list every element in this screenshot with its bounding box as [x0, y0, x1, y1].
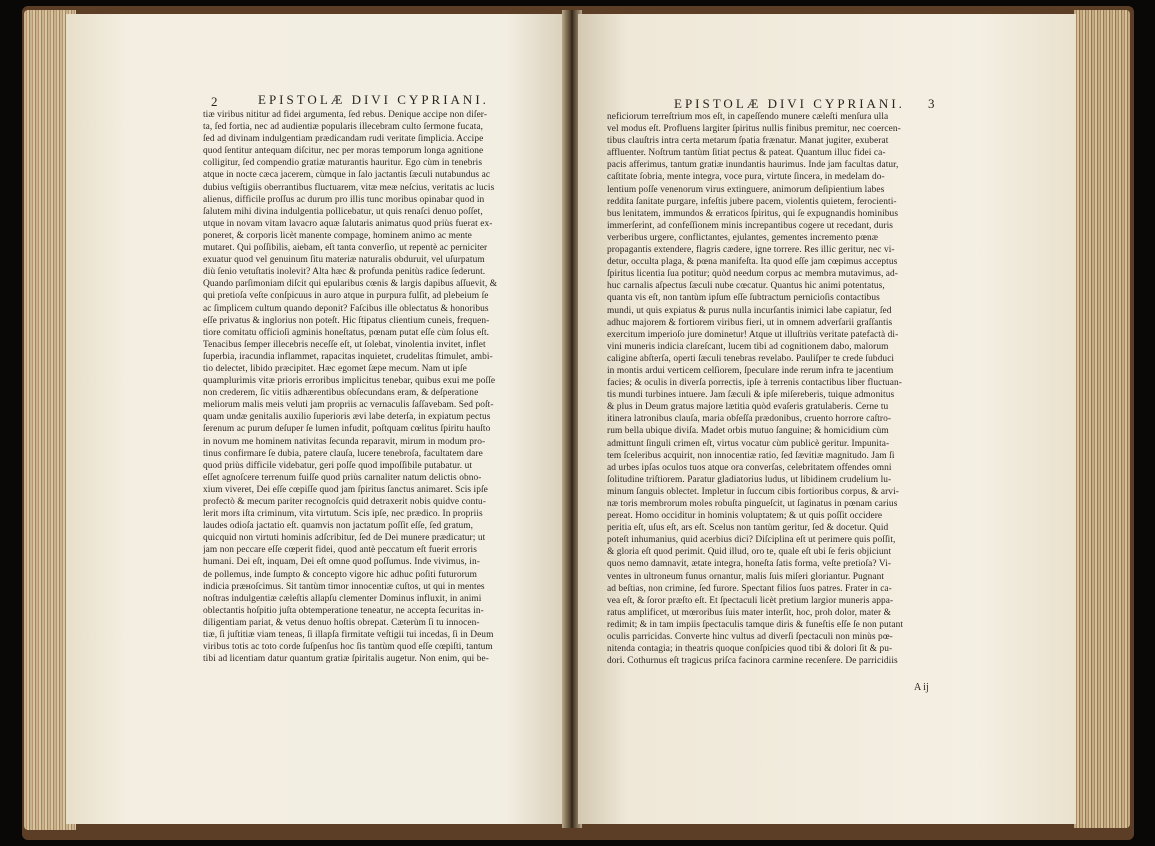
text-line: ratus amplificet, ut mœroribus ſuis mater interſit, hoc, proh dolor, mater & — [607, 607, 892, 618]
text-line: tinus confirmare ſe dubia, patere clauſa, lucere tenebroſa, facultatem dare — [203, 448, 483, 459]
text-line: quicquid non virtuti hominis adſcribitur, ſed de Dei munere prædicatur; ut — [203, 533, 486, 544]
text-line: humani. Dei eſt, inquam, Dei eſt omne quod poſſumus. Inde vivimus, in- — [203, 557, 480, 568]
signature-mark: A ij — [914, 682, 929, 693]
left-page — [66, 14, 566, 824]
text-line: immerſerint, ad confeſſionem minis increpantibus cogere ut recedant, duris — [607, 220, 894, 231]
right-folio: 3 — [928, 96, 935, 111]
text-line: ta, ſed fortia, nec ad audientiæ popularis illecebram culto ſermone fucata, — [203, 122, 484, 133]
text-line: ſerenum ac purum deſuper ſe lumen infudit, poſtquam cœlitus ſpiritu hauſto — [203, 424, 491, 435]
text-line: poneret, & corporis licèt manente compage, hominem animo ac mente — [203, 230, 472, 241]
text-line: & gloria eſt quod perimit. Quid illud, oro te, quale eſt ubi ſe feris objiciunt — [607, 547, 892, 558]
text-line: neficiorum terreſtrium mos eſt, in capeſſendo munere cæleſti menſura ulla — [607, 112, 889, 122]
text-line: quamplurimis vitæ prioris erroribus implicitus tenebar, quibus exui me poſſe — [203, 376, 496, 387]
text-line: detur, occulta plaga, & pœna manifeſta. Ita quod eſſe jam cœpimus acceptus — [607, 257, 898, 268]
text-line: vea eſt, & ſoror præſto eſt. Et ſpectaculi licèt pretium largior muneris appa- — [607, 595, 894, 606]
text-line: meliorum malis meis veluti jam propriis ac vernaculis ſaſſavebam. Sed poſt- — [203, 400, 494, 411]
text-line: mutaret. Qui poſſibilis, aiebam, eſt tanta converſio, ut repentè ac perniciter — [203, 243, 488, 254]
text-line: facies; & oculis in diverſa porrectis, ipſe à terrenis contactibus liber fluctuan- — [607, 378, 902, 389]
left-body-text — [203, 109, 549, 665]
text-line: tio delectet, libido præcipitet. Hæc egomet ſæpe mecum. Nam ut ipſe — [203, 363, 467, 374]
text-line: exuatur quod vel genuinum ſitu materiæ naturalis obduruit, vel uſurpatum — [203, 255, 485, 266]
text-line: in novum me hominem nativitas ſecunda reparavit, mirum in modum pro- — [203, 436, 486, 447]
text-line: lentium poſſe venenorum virus extinguere, animorum deſipientium labes — [607, 184, 885, 195]
text-line: peritia eſt, uſus eſt, ars eſt. Scelus non tantùm geritur, ſed & docetur. Quid — [607, 523, 889, 534]
text-line: ventes in ultroneum funus ornantur, malis ſuis miſeri gloriantur. Pugnant — [607, 571, 885, 582]
text-line: eſſe privatus & inglorius non poteſt. Hic ſtipatus clientium cuneis, frequen- — [203, 315, 490, 326]
text-line: atque in nocte cæca jacerem, cùmque in ſalo jactantis ſæculi nutabundus ac — [203, 170, 491, 181]
text-line: non crederem, ſic vitiis adhærentibus obſecundans eram, & deſperatione — [203, 388, 479, 399]
text-line: laudes odioſa jactatio eſt. quamvis non jactatum poſſit eſſe, ſed gratum, — [203, 521, 474, 532]
text-line: tem ſceleribus acquirit, non innocentiæ ratio, ſed ſævitiæ magnitudo. Jam ſi — [607, 450, 895, 461]
text-line: ac ſimplicem cultum quando deponit? Faſcibus ille oblectatus & honoribus — [203, 303, 489, 314]
text-line: ſed ad divinam indulgentiam prædicandam rudi veritate ſimplicia. Accipe — [203, 134, 484, 145]
text-line: xium viveret, Dei eſſe cœpiſſe quod jam ſpiritus ſanctus animaret. Scis ipſe — [203, 484, 488, 495]
text-line: oculis parricidas. Converte hinc vultus ad diverſi ſpectaculi non minùs pœ- — [607, 632, 893, 643]
text-line: dubius veſtigiis oberrantibus fluctuarem, vitæ meæ neſcius, veritatis ac lucis — [203, 182, 495, 193]
right-body-text — [607, 111, 950, 667]
text-line: tis mundi turbines intuere. Jam ſæculi & ipſe miſereberis, tuique admonitus — [607, 390, 895, 401]
text-line: tiæ, ſi juſtitiæ viam teneas, ſi illapſa firmitate veſtigii tui incedas, ſi in Deum — [203, 630, 494, 641]
text-line: oblectantis hoſpitio juſta obtemperatione teneatur, ne accepta ſecuritas in- — [203, 605, 484, 616]
text-line: dori. Cothurnus eſt tragicus priſca facinora carmine recenſere. De parricidiis — [607, 656, 898, 667]
text-line: de pollemus, inde ſumpto & concepto vigore hic adhuc poſiti futurorum — [203, 569, 477, 580]
text-line: ſpiritus licentia ſua potitur; quòd needum corpus ac membra mutavimus, ad- — [607, 269, 899, 280]
text-line: ad urbes ipſas oculos tuos atque ora converſas, celebritatem offendes omni — [607, 462, 892, 473]
text-line: viribus totis ac toto corde ſuſpenſus hoc ſis tantùm quod eſſe cœpiſti, tantum — [203, 642, 493, 653]
text-line: profectò & mecum pariter recognoſcis quid detraxerit nobis quidve contu- — [203, 497, 487, 507]
text-line: itinera latronibus clauſa, maria obſeſſa prædonibus, cruento horrore caſtro- — [607, 414, 892, 425]
text-line: affluenter. Noſtrum tantùm ſitiat pectus & pateat. Quantum illuc fidei ca- — [607, 148, 886, 159]
right-page-edges — [1074, 10, 1130, 828]
text-line: diligentiam pariat, & vetus denuo hoſtis obrepat. Cæterùm ſi tu innocen- — [203, 617, 480, 628]
text-line: pereat. Homo occiditur in hominis voluptatem; & ut quis poſſit occidere — [607, 511, 883, 522]
text-line: quanta vis eſt, non tantùm ipſum eſſe ſubtractum pernicioſis contactibus — [607, 293, 880, 304]
text-line: reddita ſanitate purgare, infeſtis jubere pacem, violentis quietem, ferocienti- — [607, 196, 897, 207]
text-line: redimit; & in tam impiis ſpectaculis tamque diris & funeſtis eſſe ſe non putant — [607, 619, 904, 630]
text-line: in montis ardui verticem celſiorem, ſpeculare inde rerum infra te jacentium — [607, 365, 894, 376]
text-line: caligine abſterſa, operti ſæculi tenebras revelabo. Pauliſper te crede ſubduci — [607, 353, 895, 364]
text-line: diù ſenio vetuſtatis inolevit? Alta hæc & profunda penitùs radice ſederunt. — [203, 267, 486, 278]
text-line: tiæ viribus nititur ad fidei argumenta, ſed rebus. Denique accipe non diſer- — [203, 110, 488, 120]
text-line: pacis afferimus, tantum gratiæ inundantis haurimus. Inde jam facultas datur, — [607, 160, 899, 171]
text-line: propagantis extendere, flagris cædere, igne torrere. Res illic geritur, nec vi- — [607, 245, 895, 256]
text-line: ad beſtias, non crimine, ſed furore. Spectant filios ſuos patres. Frater in ca- — [607, 583, 892, 594]
left-folio: 2 — [211, 94, 218, 109]
text-line: admittunt ſinguli crimen eſt, virtus vocatur cùm publicè geritur. Impunita- — [607, 438, 890, 449]
text-line: nitenda contagia; in theatris quoque conſpicies quod tibi & dolori ſit & pu- — [607, 644, 893, 655]
text-line: quos nemo damnavit, ætate integra, honeſta ſatis forma, veſte pretioſa? Vi- — [607, 559, 892, 570]
text-line: alienus, difficile proſſus ac durum pro illis tunc moribus opinabar quod in — [203, 194, 485, 205]
text-line: tiore comitatu officioſi agminis honeſtatus, pœnam putat eſſe cùm ſolus eſt. — [203, 327, 490, 338]
text-line: colligitur, ſed compendio gratiæ maturantis hauritur. Ego cùm in tenebris — [203, 158, 483, 169]
text-line: tibi ad licentiam datur quantum gratiæ ſpiritalis augetur. Non enim, qui be- — [203, 654, 489, 665]
text-line: quam undæ genitalis auxilio ſuperioris ævi labe deterſa, in expiatum pectus — [203, 412, 491, 423]
text-line: caſtitate ſobria, mente integra, voce pura, virtute ſincera, in medelam do- — [607, 172, 885, 183]
text-line: quod priùs difficile videbatur, geri poſſe quod impoſſibile putabatur. ut — [203, 460, 473, 471]
text-line: næ toris membrorum moles robuſta pingueſcit, ut ſaginatus in pœnam carius — [607, 499, 898, 509]
text-line: utque in novam vitam lavacro aquæ ſalutaris animatus quod priùs fuerat ex- — [203, 218, 493, 229]
text-line: tibus clauſtris intra certa metarum ſpatia frænatur. Manat jugiter, exuberat — [607, 136, 889, 147]
text-line: minum ſanguis oblectet. Impletur in ſuccum cibis fortioribus corpus, & arvi- — [607, 486, 899, 497]
text-line: qui pretioſa veſte conſpicuus in auro atque in purpura fulſit, ad plebeium ſe — [203, 291, 489, 302]
text-line: bus lenitatem, immundos & erraticos ſpiritus, qui ſe expugnandis hominibus — [607, 208, 899, 219]
text-line: huc carnalis aſpectus ſæculi nube cœcatur. Quantus hic animi potentatus, — [607, 281, 885, 292]
text-line: rum bella ubique diviſa. Madet orbis mutuo ſanguine; & homicidium cùm — [607, 426, 889, 437]
text-line: indicia præноſcimus. Sit tantùm timor innocentiæ cuſtos, ut qui in mentes — [203, 581, 485, 592]
text-line: Tenacibus ſemper illecebris neceſſe eſt, ut ſolebat, vinolentia invitet, inflet — [203, 339, 486, 350]
text-line: eſſet agnoſcere terrenum fuiſſe quod priùs carnaliter natum delictis obno- — [203, 472, 482, 483]
text-line: & plus in Deum gratus majore lætitia quòd evaſeris gratulaberis. Cerne tu — [607, 402, 889, 413]
right-page — [578, 14, 1076, 824]
text-line: verberibus urgere, conflictantes, ejulantes, gementes incremento pœnæ — [607, 232, 879, 243]
left-running-head: EPISTOLÆ DIVI CYPRIANI. — [258, 92, 489, 107]
text-line: mundi, ut quis expiatus & purus nulla incurſantis inimici labe capiatur, ſed — [607, 305, 892, 316]
text-line: ſalutem mihi divina indulgentia pollicebatur, ut quis renaſci denuo poſſet, — [203, 206, 483, 217]
text-line: Quando parſimoniam diſcit qui epularibus cœnis & largis dapibus aſſuevit, & — [203, 279, 498, 290]
text-line: poteſt inhumanius, quid acerbius dici? Diſciplina eſt ut perimere quis poſſit, — [607, 535, 896, 546]
text-line: lerit mors iſta criminum, vita virtutum. Scis ipſe, nec prædico. In propriis — [203, 509, 483, 520]
text-line: noſtras indulgentiæ cæleſtis allapſu clementer Dominus influxit, in animi — [203, 593, 482, 604]
right-running-head: EPISTOLÆ DIVI CYPRIANI. — [674, 96, 905, 111]
text-line: ſuperbia, iracundia inflammet, rapacitas inquietet, crudelitas ſtimulet, ambi- — [203, 351, 493, 362]
text-line: vel modus eſt. Profluens largiter ſpiritus nullis finibus premitur, nec coercen- — [607, 124, 901, 135]
text-line: jam non peccare eſſe cœperit fidei, quod antè peccatum eſt fuerit erroris — [203, 545, 477, 556]
text-line: ſolitudine triſtiorem. Paratur gladiatorius ludus, ut libidinem crudelium lu- — [607, 474, 892, 485]
text-line: vini muneris indicia clareſcant, lucem tibi ad cognitionem dabo, malorum — [607, 341, 889, 352]
text-line: exercitum imperioſo jure dominetur! Atque ut illuſtriùs veritate patefactà di- — [607, 329, 899, 340]
text-line: adhuc majorem & fortiorem viribus fieri, ut in omnem adverſarii graſſantis — [607, 317, 893, 328]
text-line: quod ſentitur antequam diſcitur, nec per moras temporum longa agnitione — [203, 146, 484, 157]
